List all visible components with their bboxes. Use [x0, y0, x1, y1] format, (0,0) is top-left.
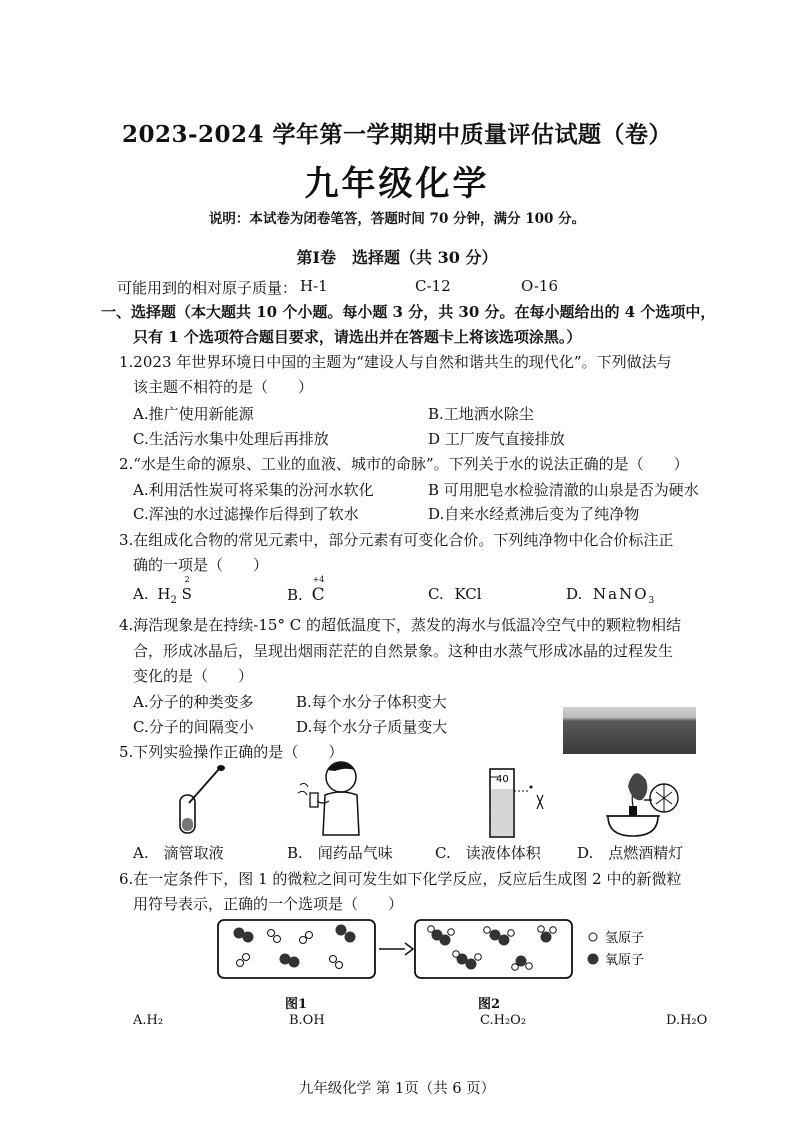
q5-option-d: D. 点燃酒精灯 — [577, 844, 684, 862]
q2-option-b: B 可用肥皂水检验清澈的山泉是否为硬水 — [428, 481, 699, 499]
q3-a-element: S — [181, 585, 192, 603]
q6-option-a: A.H₂ — [133, 1013, 164, 1028]
figure2-caption: 图2 — [478, 997, 501, 1012]
q3-c-label: C. — [428, 585, 444, 603]
atomic-mass-o: O-16 — [521, 277, 559, 295]
dropper-illustration — [175, 763, 230, 838]
q6-stem-line2: 用符号表示，正确的一个选项是（ ） — [133, 895, 404, 913]
q6-option-d: D.H₂O — [666, 1013, 708, 1028]
q3-a-subscript: 2 — [170, 595, 177, 606]
page-footer: 九年级化学 第 1页（共 6 页） — [298, 1081, 496, 1097]
atomic-mass-c: C-12 — [415, 277, 451, 295]
subject-title: 九年级化学 — [304, 164, 490, 204]
cylinder-tick-40: 40 — [496, 774, 509, 785]
q3-stem-line2: 确的一项是（ ） — [133, 556, 269, 574]
atomic-mass-h: H-1 — [300, 277, 328, 295]
q4-option-d: D.每个水分子质量变大 — [296, 718, 448, 736]
part-title: 第Ⅰ卷 选择题（共 30 分） — [296, 248, 498, 267]
atomic-mass-label: 可能用到的相对原子质量： — [117, 279, 298, 297]
figure2-box — [415, 920, 572, 978]
q3-option-c — [428, 585, 482, 603]
oxygen-legend-icon — [588, 954, 599, 965]
q5-option-c: C. 读液体体积 — [435, 844, 541, 862]
q6-option-b: B.OH — [289, 1013, 325, 1028]
q4-stem-line3: 变化的是（ ） — [133, 667, 254, 685]
q1-option-a: A.推广使用新能源 — [133, 405, 254, 423]
exam-instructions: 说明：本试卷为闭卷笔答，答题时间 70 分钟，满分 100 分。 — [208, 211, 586, 227]
q6-option-c: C.H₂O₂ — [480, 1013, 527, 1028]
q3-c-formula: KCl — [454, 585, 482, 603]
sea-smoke-photo — [563, 707, 696, 754]
exam-title: 2023-2024 学年第一学期期中质量评估试题（卷） — [121, 121, 673, 148]
q4-option-a: A.分子的种类变多 — [133, 693, 254, 711]
q5-stem: 5.下列实验操作正确的是（ ） — [119, 743, 344, 761]
q1-option-c: C.生活污水集中处理后再排放 — [133, 430, 329, 448]
q3-b-label: B. — [287, 586, 303, 604]
section-instructions-line1: 一、选择题（本大题共 10 个小题。每小题 3 分，共 30 分。在每小题给出的 4 个选项中， — [101, 303, 716, 321]
legend-hydrogen: 氢原子 — [605, 931, 645, 946]
q1-stem-line2: 该主题不相符的是（ ） — [133, 378, 314, 396]
q3-d-label: D. — [566, 585, 583, 603]
figure2-particles — [428, 926, 557, 971]
q3-b-element: C — [311, 585, 325, 605]
q3-option-a — [133, 575, 192, 606]
q5-option-b: B. 闻药品气味 — [287, 844, 393, 862]
q3-a-valence: 2 — [184, 575, 190, 584]
reaction-diagram — [215, 915, 675, 987]
q3-b-valence: +4 — [312, 575, 325, 584]
q4-option-b: B.每个水分子体积变大 — [296, 693, 447, 711]
q3-a-formula: H — [157, 585, 171, 603]
q2-option-d: D.自来水经煮沸后变为了纯净物 — [428, 505, 640, 523]
legend-oxygen: 氧原子 — [605, 953, 645, 968]
q4-stem-line1: 4.海浩现象是在持续-15° C 的超低温度下，蒸发的海水与低温冷空气中的颗粒物相结 — [119, 616, 681, 634]
q6-stem-line1: 6.在一定条件下，图 1 的微粒之间可发生如下化学反应，反应后生成图 2 中的新微粒 — [119, 870, 682, 888]
q3-d-formula: NaNO — [593, 585, 649, 603]
q2-stem: 2.“水是生命的源泉、工业的血液、城市的命脉”。下列关于水的说法正确的是（ ） — [119, 455, 689, 473]
q3-a-label: A. — [133, 585, 149, 603]
q1-option-b: B.工地洒水除尘 — [428, 405, 534, 423]
q3-stem-line1: 3.在组成化合物的常见元素中，部分元素有可变化合价。下列纯净物中化合价标注正 — [119, 531, 674, 549]
q4-stem-line2: 合，形成冰晶后，呈现出烟雨茫茫的自然景象。这种由水蒸气形成冰晶的过程发生 — [133, 642, 674, 660]
smelling-illustration — [295, 755, 370, 840]
alcohol-lamp-illustration — [598, 758, 693, 840]
graduated-cylinder-illustration — [460, 765, 560, 843]
figure1-particles — [234, 925, 356, 969]
q2-option-c: C.浑浊的水过滤操作后得到了软水 — [133, 505, 359, 523]
q3-option-d — [566, 585, 654, 606]
figure1-caption: 图1 — [285, 997, 308, 1012]
q1-option-d: D 工厂废气直接排放 — [428, 430, 565, 448]
q5-option-a: A. 滴管取液 — [133, 844, 224, 862]
q2-option-a: A.利用活性炭可将采集的汾河水软化 — [133, 481, 374, 499]
q3-option-b — [287, 575, 325, 605]
q3-d-subscript: 3 — [648, 596, 655, 606]
q4-option-c: C.分子的间隔变小 — [133, 718, 254, 736]
section-instructions-line2: 只有 1 个选项符合题目要求，请选出并在答题卡上将该选项涂黑。） — [133, 328, 582, 346]
q1-stem-line1: 1.2023 年世界环境日中国的主题为“建设人与自然和谐共生的现代化”。下列做法与 — [119, 353, 672, 371]
hydrogen-legend-icon — [589, 933, 597, 941]
